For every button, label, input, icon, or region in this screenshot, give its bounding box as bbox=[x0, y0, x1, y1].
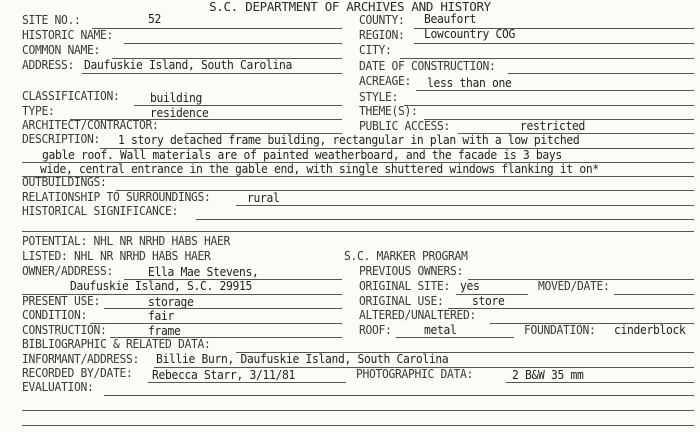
common-name-label: COMMON NAME: bbox=[22, 43, 100, 57]
present-use-label: PRESENT USE: bbox=[22, 294, 100, 308]
informant-value: Billie Burn, Daufuskie Island, South Carolina bbox=[156, 352, 449, 366]
site-no-label: SITE NO.: bbox=[22, 13, 81, 27]
county-label: COUNTY: bbox=[359, 13, 405, 27]
county-value: Beaufort bbox=[424, 12, 476, 26]
original-use-label: ORIGINAL USE: bbox=[359, 294, 444, 308]
public-access-label: PUBLIC ACCESS: bbox=[359, 119, 450, 133]
present-use-value: storage bbox=[148, 295, 194, 309]
construction-value: frame bbox=[148, 324, 181, 338]
condition-rule bbox=[90, 323, 342, 324]
original-use-value: store bbox=[472, 294, 505, 308]
roof-value: metal bbox=[424, 323, 457, 337]
region-rule bbox=[414, 43, 694, 44]
type-label: TYPE: bbox=[22, 104, 55, 118]
condition-label: CONDITION: bbox=[22, 308, 87, 322]
theme-label: THEME(S): bbox=[359, 104, 418, 118]
photographic-value: 2 B&W 35 mm bbox=[512, 368, 584, 382]
historical-significance-rule-2 bbox=[22, 231, 694, 232]
foundation-value: cinderblock bbox=[614, 323, 686, 337]
bibliographic-label: BIBLIOGRAPHIC & RELATED DATA: bbox=[22, 337, 211, 351]
evaluation-rule-2 bbox=[22, 410, 694, 411]
evaluation-rule-3 bbox=[22, 425, 694, 426]
construction-label: CONSTRUCTION: bbox=[22, 323, 107, 337]
description-line-1: 1 story detached frame building, rectangular in plan with a low pitched bbox=[118, 133, 580, 147]
recorded-by-value: Rebecca Starr, 3/11/81 bbox=[152, 368, 295, 382]
photographic-label: PHOTOGRAPHIC DATA: bbox=[356, 367, 473, 381]
type-value: residence bbox=[150, 106, 209, 120]
foundation-label: FOUNDATION: bbox=[524, 323, 596, 337]
description-line-2: gable roof. Wall materials are of painted weatherboard, and the facade is 3 bays bbox=[42, 148, 562, 162]
city-label: CITY: bbox=[359, 43, 392, 57]
region-value: Lowcountry COG bbox=[424, 27, 515, 41]
historic-name-label: HISTORIC NAME: bbox=[22, 28, 113, 42]
original-site-value: yes bbox=[460, 279, 480, 293]
historical-significance-label: HISTORICAL SIGNIFICANCE: bbox=[22, 204, 178, 218]
roof-label: ROOF: bbox=[359, 323, 392, 337]
style-label: STYLE: bbox=[359, 90, 399, 104]
evaluation-label: EVALUATION: bbox=[22, 380, 94, 394]
relationship-value: rural bbox=[247, 191, 280, 205]
recorded-by-rule bbox=[148, 382, 346, 383]
photographic-rule bbox=[506, 382, 694, 383]
address-value: Daufuskie Island, South Carolina bbox=[84, 58, 292, 72]
description-label: DESCRIPTION: bbox=[22, 132, 100, 146]
classification-value: building bbox=[150, 91, 202, 105]
date-of-construction-label: DATE OF CONSTRUCTION: bbox=[359, 59, 496, 73]
moved-date-rule bbox=[614, 294, 694, 295]
evaluation-rule-1 bbox=[104, 395, 694, 396]
classification-label: CLASSIFICATION: bbox=[22, 89, 120, 103]
relationship-label: RELATIONSHIP TO SURROUNDINGS: bbox=[22, 190, 211, 204]
site-no-value: 52 bbox=[148, 12, 162, 26]
recorded-by-label: RECORDED BY/DATE: bbox=[22, 366, 133, 380]
relationship-rule bbox=[236, 205, 694, 206]
informant-label: INFORMANT/ADDRESS: bbox=[22, 352, 139, 366]
acreage-rule bbox=[416, 90, 694, 91]
address-rule bbox=[82, 73, 342, 74]
address-label: ADDRESS: bbox=[22, 58, 74, 72]
historical-significance-rule bbox=[196, 219, 694, 220]
historic-name-rule bbox=[124, 43, 342, 44]
moved-date-label: MOVED/DATE: bbox=[538, 279, 610, 293]
site-no-rule bbox=[92, 28, 342, 29]
owner-address-label: OWNER/ADDRESS: bbox=[22, 264, 113, 278]
roof-rule bbox=[396, 337, 514, 338]
public-access-value: restricted bbox=[520, 119, 585, 133]
owner-line-2: Daufuskie Island, S.C. 29915 bbox=[70, 279, 252, 293]
altered-label: ALTERED/UNALTERED: bbox=[359, 308, 476, 322]
previous-owners-label: PREVIOUS OWNERS: bbox=[359, 264, 463, 278]
potential-label: POTENTIAL: NHL NR NRHD HABS HAER bbox=[22, 234, 230, 248]
outbuildings-label: OUTBUILDINGS: bbox=[22, 175, 107, 189]
acreage-label: ACREAGE: bbox=[359, 74, 411, 88]
marker-program-label: S.C. MARKER PROGRAM bbox=[344, 249, 468, 263]
date-of-construction-rule bbox=[508, 73, 694, 74]
listed-label: LISTED: NHL NR NRHD HABS HAER bbox=[22, 249, 211, 263]
original-site-label: ORIGINAL SITE: bbox=[359, 279, 450, 293]
original-use-rule bbox=[448, 308, 694, 309]
architect-label: ARCHITECT/CONTRACTOR: bbox=[22, 118, 159, 132]
acreage-value: less than one bbox=[427, 76, 512, 90]
region-label: REGION: bbox=[359, 28, 405, 42]
style-rule bbox=[404, 105, 694, 106]
description-line-3: wide, central entrance in the gable end, with single shuttered windows flanking it on* bbox=[40, 162, 599, 176]
form-header: S.C. DEPARTMENT OF ARCHIVES AND HISTORY bbox=[209, 0, 491, 14]
description-rule-3 bbox=[22, 176, 694, 177]
owner-line-1: Ella Mae Stevens, bbox=[148, 265, 259, 279]
condition-value: fair bbox=[148, 309, 174, 323]
present-use-rule bbox=[104, 308, 342, 309]
